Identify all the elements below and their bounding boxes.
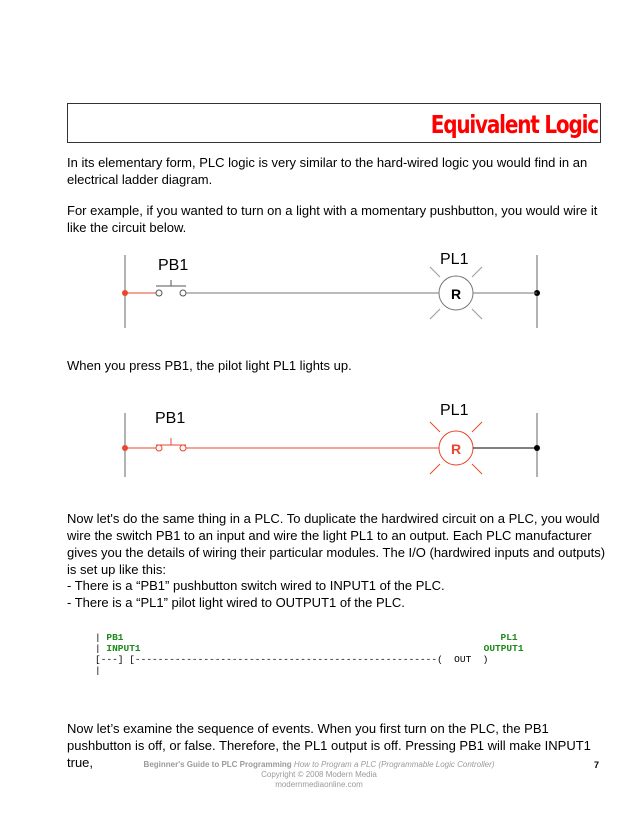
paragraph-press: When you press PB1, the pilot light PL1 lights up. <box>67 358 352 373</box>
ladder-contact: [---] [ <box>95 654 135 665</box>
bullet-pl1: - There is a “PL1” pilot light wired to OUTPUT1 of the PLC. <box>67 595 405 610</box>
pl1-label: PL1 <box>440 402 469 419</box>
title-box <box>67 103 601 143</box>
ladder-output-coil: ( OUT ) <box>437 654 489 665</box>
footer-website: modernmediaonline.com <box>275 780 363 789</box>
footer-book-title: Beginner's Guide to PLC Programming <box>143 760 292 769</box>
page-title: Equivalent Logic <box>430 110 598 139</box>
footer-copyright: Copyright © 2008 Modern Media <box>261 770 377 779</box>
paragraph-intro: In its elementary form, PLC logic is very similar to the hard-wired logic you would find in an electrical ladder diagram. <box>67 155 588 187</box>
paragraph-example: For example, if you wanted to turn on a light with a momentary pushbutton, you would wire it like the circuit below. <box>67 203 598 235</box>
paragraph-plc: Now let's do the same thing in a PLC. To duplicate the hardwired circuit on a PLC, you would wire the switch PB1 to an input and wire the light PL1 to an output. Each PLC manufacturer gives you the details of wiring their particular modules. The I/O (hardwired inputs and outputs) is set up like this: <box>67 511 606 577</box>
circuit-diagram-off <box>0 240 638 340</box>
ladder-input-name: PB1 <box>106 632 124 643</box>
footer-subtitle: How to Program a PLC (Programmable Logic Controller) <box>293 760 495 769</box>
circuit-diagram-on <box>0 395 638 485</box>
ladder-output-address: OUTPUT1 <box>483 643 524 654</box>
pl1-label: PL1 <box>440 251 469 268</box>
pb1-label: PB1 <box>155 410 186 427</box>
paragraph-sequence: Now let’s examine the sequence of events. When you first turn on the PLC, the PB1 pushbutton is off, or false. Therefore, the PL1 output is off. Pressing PB1 will make INPUT1 true, <box>67 721 591 770</box>
pb1-label: PB1 <box>158 257 189 274</box>
ladder-logic-block: | PB1 PL1 | INPUT1 OUTPUT1 [---] [-----------------------------------------------------( OUT ) | <box>95 632 524 676</box>
ladder-input-address: INPUT1 <box>106 643 141 654</box>
ladder-output-name: PL1 <box>500 632 518 643</box>
pushbutton-symbol-pressed <box>156 438 186 451</box>
bullet-pb1: - There is a “PB1” pushbutton switch wired to INPUT1 of the PLC. <box>67 578 445 593</box>
page-footer <box>0 760 638 790</box>
lamp-letter: R <box>450 441 462 457</box>
page-number: 7 <box>594 760 600 770</box>
pushbutton-symbol <box>156 280 186 296</box>
lamp-letter: R <box>450 286 462 302</box>
ladder-rung-wire: ----------------------------------------------------- <box>134 654 438 665</box>
